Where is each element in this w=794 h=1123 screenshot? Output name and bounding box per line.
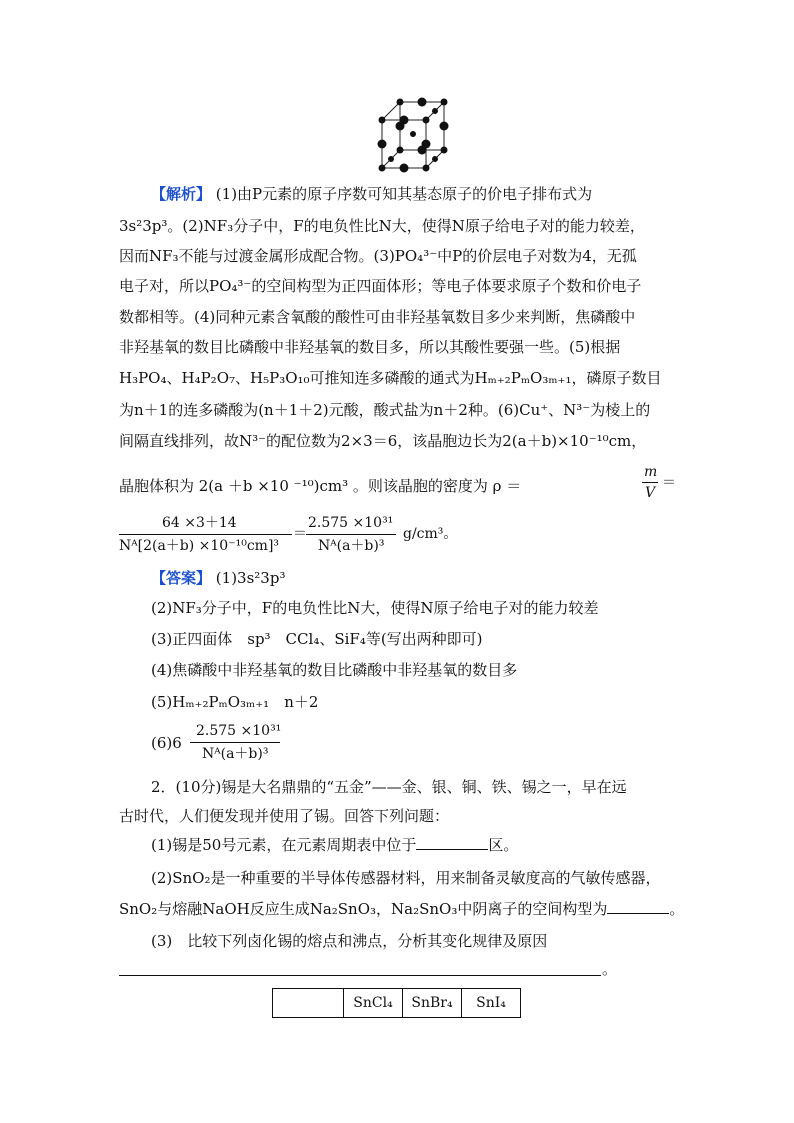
- table-header-sncl4: SnCl₄: [344, 989, 403, 1018]
- answer-6-numerator: 2.575 ×10³¹: [196, 723, 282, 739]
- question-2-part-2a: (2)SnO₂是一种重要的半导体传感器材料，用来制备灵敏度高的气敏传感器，: [151, 869, 661, 887]
- formula-unit: g/cm³。: [403, 526, 458, 542]
- q3-answer-blank[interactable]: [119, 975, 601, 976]
- crystal-cell-diagram: [374, 96, 454, 176]
- density-volume: V: [645, 485, 656, 501]
- solution-line-10: 晶胞体积为 2(a ＋b ×10 ⁻¹⁰)cm³ 。则该晶胞的密度为 ρ ＝: [119, 477, 522, 495]
- answer-6-prefix: (6)6: [151, 734, 182, 752]
- question-2-intro-2: 古时代，人们便发现并使用了锡。回答下列问题：: [119, 807, 450, 825]
- answer-3: (3)正四面体 sp³ CCl₄、SiF₄等(写出两种即可): [151, 630, 483, 648]
- answer-label: 【答案】: [151, 569, 212, 587]
- solution-line-3: 因而NF₃不能与过渡金属形成配合物。(3)PO₄³⁻中P的价层电子对数为4，无孤: [119, 247, 637, 265]
- solution-line-2: 3s²3p³。(2)NF₃分子中，F的电负性比N大，使得N原子给电子对的能力较差，: [119, 217, 645, 235]
- solution-line-9: 间隔直线排列，故N³⁻的配位数为2×3＝6，该晶胞边长为2(a＋b)×10⁻¹⁰cm，: [119, 432, 647, 450]
- question-2-part-3: (3) 比较下列卤化锡的熔点和沸点，分析其变化规律及原因: [151, 932, 548, 950]
- answer-4: (4)焦磷酸中非羟基氧的数目比磷酸中非羟基氧的数目多: [151, 661, 518, 679]
- formula-equals: ＝: [293, 526, 307, 542]
- solution-line-5: 数都相等。(4)同种元素含氧酸的酸性可由非羟基氧数目多少来判断，焦磷酸中: [119, 308, 636, 326]
- table-header-snbr4: SnBr₄: [403, 989, 462, 1018]
- formula-1-denominator: Nᴬ[2(a＋b) ×10⁻¹⁰cm]³: [119, 538, 280, 554]
- q3-text-end: 。: [602, 960, 618, 978]
- tin-halide-table: [272, 988, 521, 1018]
- density-equals: ＝: [662, 475, 676, 491]
- table-header-empty: [273, 989, 344, 1018]
- formula-1-bar: [119, 534, 292, 535]
- answer-6-bar: [190, 742, 280, 743]
- solution-line-7: H₃PO₄、H₄P₂O₇、H₅P₃O₁₀可推知连多磷酸的通式为Hₘ₊₂PₘO₃ₘ₊₁，磷原子数目: [119, 369, 662, 387]
- answer-2: (2)NF₃分子中，F的电负性比N大，使得N原子给电子对的能力较差: [151, 599, 599, 617]
- solution-label: 【解析】: [151, 185, 212, 203]
- solution-line-8: 为n＋1的连多磷酸为(n＋1＋2)元酸，酸式盐为n＋2种。(6)Cu⁺、N³⁻为棱上的: [119, 401, 651, 419]
- q1-text: (1)锡是50号元素，在元素周期表中位于: [151, 836, 417, 854]
- formula-1-numerator: 64 ×3＋14: [162, 515, 237, 531]
- solution-line-6: 非羟基氧的数目比磷酸中非羟基氧的数目多，所以其酸性要强一些。(5)根据: [119, 338, 621, 356]
- density-fraction-bar: [642, 482, 658, 483]
- answer-5: (5)Hₘ₊₂PₘO₃ₘ₊₁ n＋2: [151, 693, 319, 711]
- table-row: [273, 989, 521, 1018]
- formula-2-numerator: 2.575 ×10³¹: [308, 515, 394, 531]
- question-2-part-2b: [119, 899, 685, 919]
- formula-2-bar: [306, 534, 396, 535]
- q1-answer-blank[interactable]: [416, 835, 488, 850]
- solution-line-4: 电子对，所以PO₄³⁻的空间构型为正四面体形；等电子体要求原子个数和价电子: [119, 277, 642, 295]
- answer-1: (1)3s²3p³: [215, 569, 286, 587]
- question-2-part-1: [151, 835, 711, 855]
- q2-text: SnO₂与熔融NaOH反应生成Na₂SnO₃，Na₂SnO₃中阴离子的空间构型为: [119, 900, 608, 918]
- answer-line-1: [151, 568, 711, 588]
- q1-text-end: 区。: [488, 836, 519, 854]
- answer-6-denominator: Nᴬ(a＋b)³: [202, 746, 269, 762]
- q2-text-end: 。: [669, 900, 685, 918]
- solution-line-1: [151, 184, 711, 204]
- formula-2-denominator: Nᴬ(a＋b)³: [318, 538, 385, 554]
- table-header-sni4: SnI₄: [462, 989, 521, 1018]
- density-mass: m: [644, 464, 658, 480]
- q2-answer-blank[interactable]: [607, 899, 669, 914]
- question-2-intro-1: 2．(10分)锡是大名鼎鼎的“五金”——金、银、铜、铁、锡之一，早在远: [151, 778, 627, 796]
- solution-text-1: (1)由P元素的原子序数可知其基态原子的价电子排布式为: [215, 185, 593, 203]
